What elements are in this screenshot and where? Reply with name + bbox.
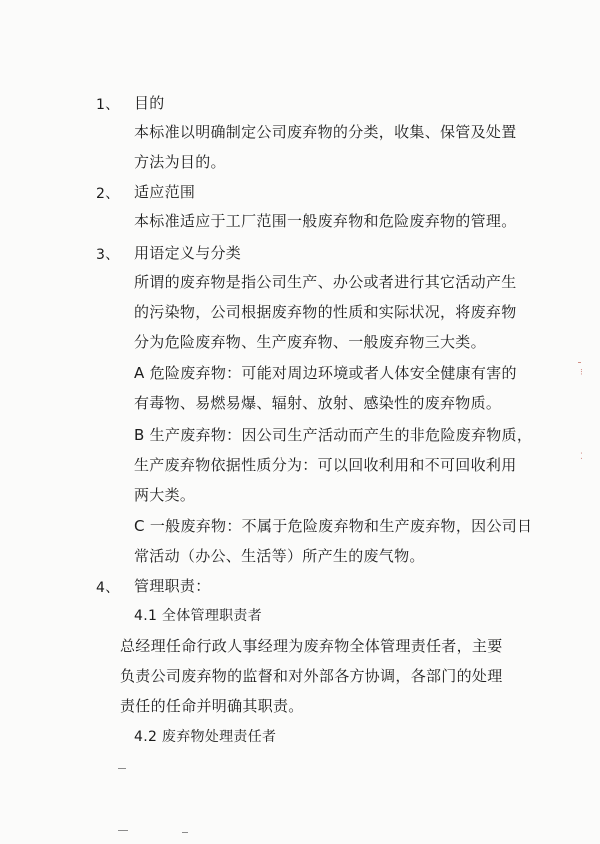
section-3-number: 3、 xyxy=(96,247,120,263)
subsection-4-1-line-3: 责任的任命并明确其职责。 xyxy=(120,697,304,715)
scan-mark xyxy=(182,832,188,833)
section-1-line-2: 方法为目的。 xyxy=(134,153,226,171)
category-b-line-3: 两大类。 xyxy=(134,486,196,504)
section-4-number: 4、 xyxy=(96,580,120,596)
section-2-number: 2、 xyxy=(96,186,120,202)
subsection-4-1-line-2: 负责公司废弃物的监督和对外部各方协调，各部门的处理 xyxy=(120,667,503,685)
section-2-line-1: 本标准适应于工厂范围一般废弃物和危险废弃物的管理。 xyxy=(134,212,517,230)
margin-stamp-mark: ⁝ xyxy=(580,368,583,378)
category-b-line-2: 生产废弃物依据性质分为：可以回收利用和不可回收利用 xyxy=(134,456,517,474)
section-1-title: 目的 xyxy=(134,94,165,112)
section-4-title: 管理职责： xyxy=(134,577,211,595)
subsection-4-1-title: 4.1 全体管理职责者 xyxy=(134,608,263,624)
section-3-title: 用语定义与分类 xyxy=(134,244,242,262)
section-1-line-1: 本标准以明确制定公司废弃物的分类，收集、保管及处置 xyxy=(134,123,517,141)
category-c-line-1: C 一般废弃物：不属于危险废弃物和生产废弃物，因公司日 xyxy=(134,517,533,535)
subsection-4-1-line-1: 总经理任命行政人事经理为废弃物全体管理责任者，主要 xyxy=(120,637,503,655)
section-3-line-1: 所谓的废弃物是指公司生产、办公或者进行其它活动产生 xyxy=(134,273,517,291)
section-3-line-2: 的污染物，公司根据废弃物的性质和实际状况，将废弃物 xyxy=(134,303,517,321)
scan-mark xyxy=(578,362,581,363)
section-2-title: 适应范围 xyxy=(134,183,196,201)
category-b-line-1: B 生产废弃物：因公司生产活动而产生的非危险废弃物质， xyxy=(134,426,533,444)
subsection-4-2-title: 4.2 废弃物处理责任者 xyxy=(134,729,277,745)
scan-mark xyxy=(118,830,128,831)
category-c-line-2: 常活动（办公、生活等）所产生的废气物。 xyxy=(134,547,425,565)
margin-stamp-mark: ⁚ xyxy=(580,452,583,462)
section-3-line-3: 分为危险废弃物、生产废弃物、一般废弃物三大类。 xyxy=(134,333,486,351)
category-a-line-1: A 危险废弃物：可能对周边环境或者人体安全健康有害的 xyxy=(134,364,517,382)
scan-mark xyxy=(118,768,126,769)
section-1-number: 1、 xyxy=(96,97,120,113)
category-a-line-2: 有毒物、易燃易爆、辐射、放射、感染性的废弃物质。 xyxy=(134,394,502,412)
